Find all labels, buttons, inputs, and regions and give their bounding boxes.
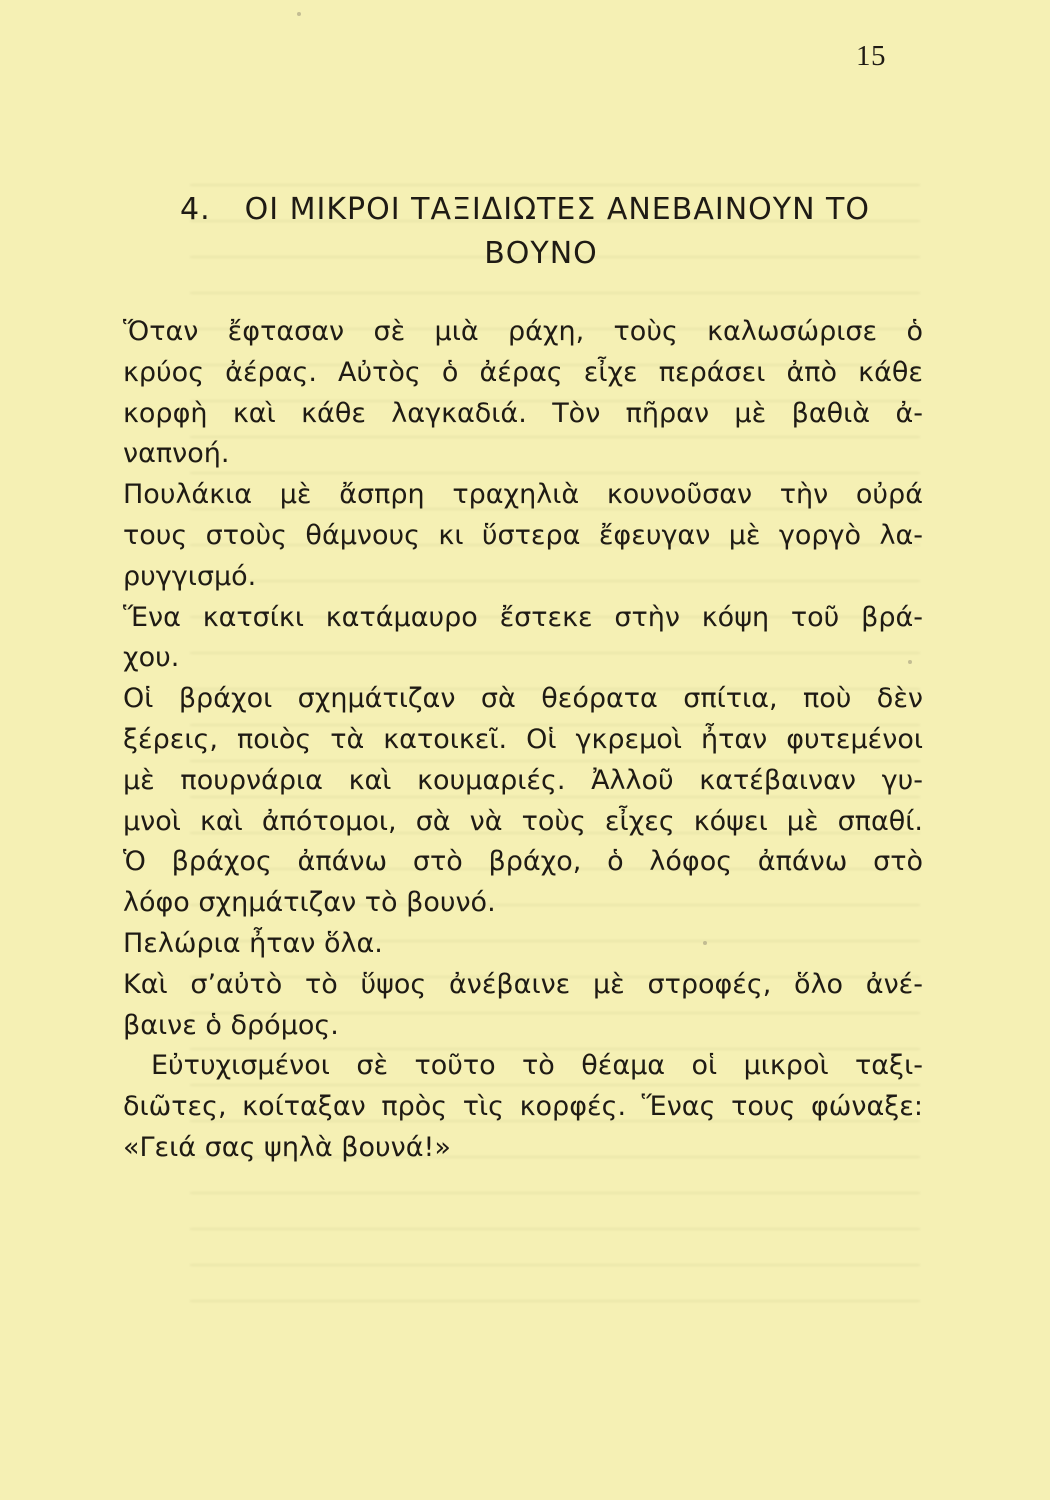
paper-speck	[703, 941, 707, 945]
chapter-title	[0, 188, 1050, 276]
text-line: κρύος ἀέρας. Αὐτὸς ὁ ἀέρας εἶχε περάσει ἀπὸ κάθε	[123, 356, 923, 388]
chapter-number: 4.	[180, 192, 211, 227]
text-line: Οἱ βράχοι σχημάτιζαν σὰ θεόρατα σπίτια, ποὺ δὲν	[123, 683, 923, 715]
text-line: Ὅταν ἔφτασαν σὲ μιὰ ράχη, τοὺς καλωσώρισε ὁ	[123, 316, 923, 347]
text-line: Εὐτυχισμένοι σὲ τοῦτο τὸ θέαμα οἱ μικροὶ ταξι-	[151, 1050, 923, 1082]
text-line: Ἕνα κατσίκι κατάμαυρο ἔστεκε στὴν κόψη τοῦ βρά-	[123, 601, 923, 633]
text-line: Ὁ βράχος ἀπάνω στὸ βράχο, ὁ λόφος ἀπάνω στὸ	[123, 846, 923, 878]
text-line: Πουλάκια μὲ ἄσπρη τραχηλιὰ κουνοῦσαν τὴν οὐρά	[123, 479, 923, 511]
text-line: τους στοὺς θάμνους κι ὕστερα ἔφευγαν μὲ γοργὸ λα-	[123, 519, 923, 551]
text-line: διῶτες, κοίταξαν πρὸς τὶς κορφές. Ἕνας τους φώναξε:	[123, 1091, 923, 1123]
text-line: λόφο σχημάτιζαν τὸ βουνό.	[123, 887, 496, 919]
text-line: κορφὴ καὶ κάθε λαγκαδιά. Τὸν πῆραν μὲ βαθιὰ ἀ-	[123, 397, 923, 429]
paper-speck	[908, 660, 912, 664]
text-line: Καὶ σ’αὐτὸ τὸ ὕψος ἀνέβαινε μὲ στροφές, ὅλο ἀνέ-	[123, 968, 923, 1000]
text-line: ξέρεις, ποιὸς τὰ κατοικεῖ. Οἱ γκρεμοὶ ἦταν φυτεμένοι	[123, 723, 923, 755]
text-line: μὲ πουρνάρια καὶ κουμαριές. Ἀλλοῦ κατέβαιναν γυ-	[123, 764, 923, 796]
text-line: βαινε ὁ δρόμος.	[123, 1009, 339, 1041]
text-line: «Γειά σας ψηλὰ βουνά!»	[123, 1131, 451, 1163]
text-line: ρυγγισμό.	[123, 560, 257, 592]
paper-speck	[297, 12, 301, 16]
text-line: Πελώρια ἦταν ὅλα.	[123, 927, 383, 959]
chapter-title-line-2: ΒΟΥΝΟ	[484, 236, 598, 271]
page-number: 15	[856, 40, 886, 72]
text-line: μνοὶ καὶ ἀπότομοι, σὰ νὰ τοὺς εἶχες κόψει μὲ σπαθί.	[123, 805, 923, 837]
text-line: ναπνοή.	[123, 438, 230, 470]
chapter-title-line-1: ΟΙ ΜΙΚΡΟΙ ΤΑΞΙΔΙΩΤΕΣ ΑΝΕΒΑΙΝΟΥΝ ΤΟ	[244, 192, 870, 227]
chapter-body	[123, 312, 923, 1169]
text-line: χου.	[123, 642, 180, 674]
